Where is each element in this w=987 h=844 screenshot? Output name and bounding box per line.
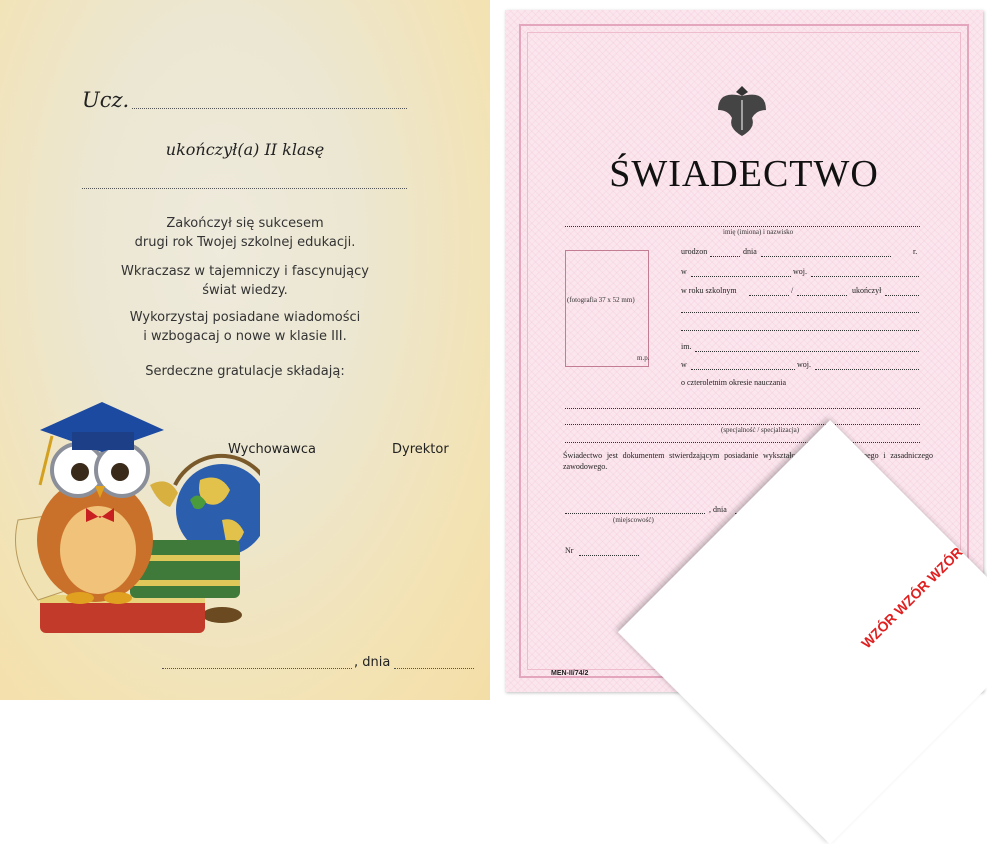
completed-class-text: ukończył(a) II klasę	[165, 140, 325, 159]
school-certificate-owl	[0, 0, 490, 700]
field-line	[565, 424, 920, 425]
paragraph-line: i wzbogacaj o nowe w klasie III.	[143, 329, 347, 344]
student-name-line	[132, 108, 407, 109]
student-label: Ucz.	[82, 88, 130, 112]
field-line	[691, 276, 791, 277]
date-label-right: , dnia	[709, 505, 727, 514]
paragraph-line: Wkraczasz w tajemniczy i fascynujący	[121, 264, 369, 279]
owl-with-books-and-globe-illustration	[0, 390, 260, 690]
place-line	[162, 668, 352, 669]
born-label: urodzon	[681, 247, 708, 256]
number-label: Nr	[565, 546, 574, 555]
school-year-label: w roku szkolnym	[681, 286, 737, 295]
year-suffix: r.	[913, 247, 918, 256]
slash: /	[791, 286, 794, 295]
field-line	[691, 369, 795, 370]
field-line	[565, 513, 705, 514]
field-line	[681, 330, 919, 331]
paragraph-line: Wykorzystaj posiadane wiadomości	[129, 310, 361, 325]
specialty-caption: (specjalność / specjalizacja)	[721, 426, 800, 434]
province-label: woj.	[793, 267, 807, 276]
signature-teacher: Wychowawca	[228, 442, 317, 457]
field-line	[681, 312, 919, 313]
field-line	[710, 256, 740, 257]
name-caption: imię (imiona) i nazwisko	[723, 228, 794, 236]
field-line	[885, 295, 919, 296]
paragraph-line: Zakończył się sukcesem	[166, 216, 324, 231]
watermark-text: WZÓR WZÓR WZÓR	[858, 543, 966, 652]
place-label: w	[681, 267, 687, 276]
signature-director: Dyrektor	[392, 442, 449, 457]
field-line	[749, 295, 789, 296]
completed-label: ukończył	[852, 286, 882, 295]
date-label: , dnia	[354, 655, 391, 670]
photo-box	[565, 250, 649, 367]
field-line	[695, 351, 919, 352]
field-line	[761, 256, 891, 257]
place-label-2: w	[681, 360, 687, 369]
field-line	[815, 369, 919, 370]
paragraph-line: drugi rok Twojej szkolnej edukacji.	[134, 235, 356, 250]
gratulations-line: Serdeczne gratulacje składają:	[145, 364, 345, 379]
date-line	[394, 668, 474, 669]
eagle-emblem-icon	[715, 80, 769, 138]
certificate-body-text: Świadectwo jest dokumentem stwierdzającym posiadanie wykształcenia średniego ogólnego i zasadniczego zawodowego.	[563, 451, 933, 471]
certificate-title: ŚWIADECTWO	[609, 153, 879, 195]
name-line	[565, 226, 920, 227]
field-line	[579, 555, 639, 556]
field-line	[565, 442, 920, 443]
four-year-text: o czteroletnim okresie nauczania	[681, 378, 787, 387]
day-label: dnia	[743, 247, 757, 256]
province-label-2: woj.	[797, 360, 811, 369]
im-label: im.	[681, 342, 692, 351]
field-line	[797, 295, 847, 296]
paragraph-line: świat wiedzy.	[202, 283, 288, 298]
field-line	[565, 408, 920, 409]
photo-label: (fotografia 37 x 52 mm)	[567, 296, 635, 304]
place-caption: (miejscowość)	[613, 516, 654, 524]
form-code: MEN-II/74/2	[551, 670, 589, 677]
field-line	[811, 276, 919, 277]
stamp-label: m.p.	[637, 354, 650, 362]
class-line	[82, 188, 407, 189]
